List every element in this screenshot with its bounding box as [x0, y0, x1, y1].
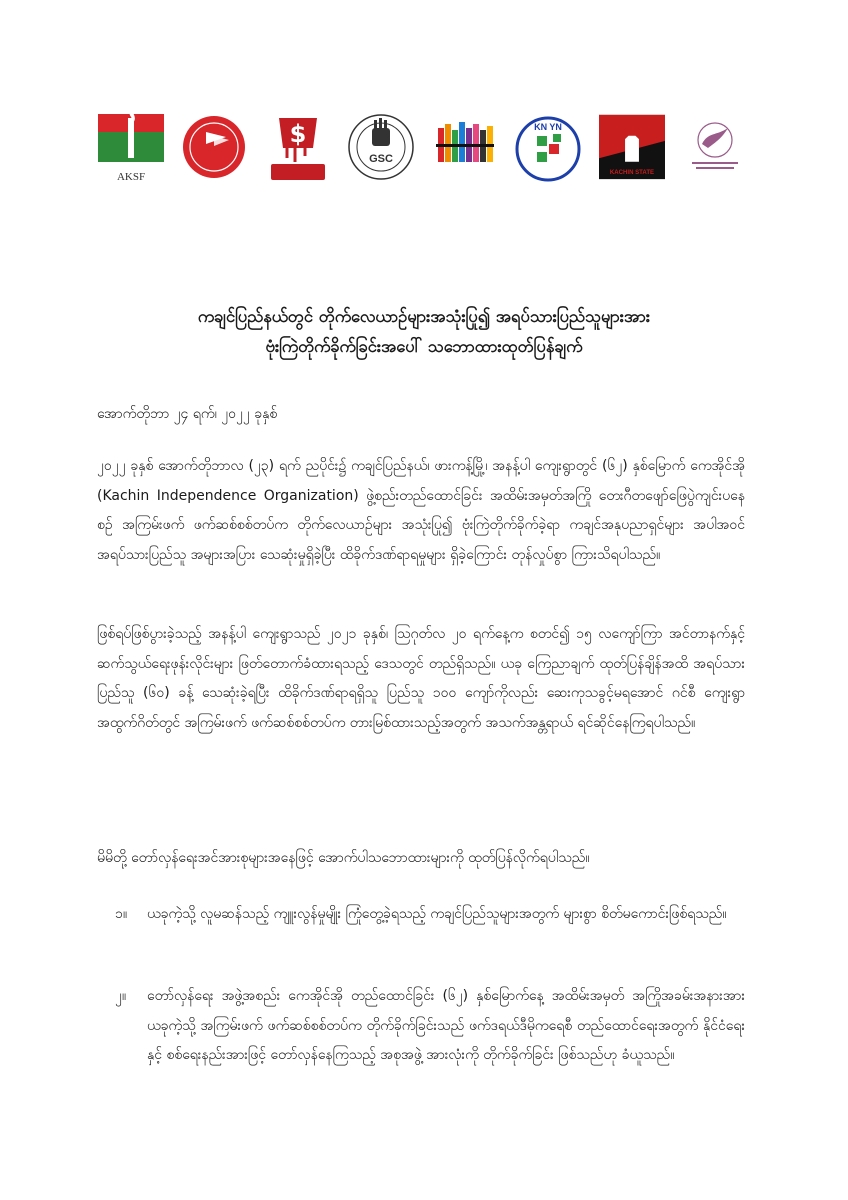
list-item-text: တော်လှန်ရေး အဖွဲ့အစည်း ကေအိုင်အို တည်ထောင်ခြင်း (၆၂) နှစ်မြောက်နေ့ အထိမ်းအမှတ် အကြိုအခမ်းအနားအား ယခုကဲ့သို့ အကြမ်းဖက် ဖက်ဆစ်စစ်တပ်က တိုက်ခိုက်ခြင်းသည် ဖက်ဒရယ်ဒီမိုကရေစီ တည်ထောင်ရေးအတွက် နိုင်ငံရေးနှင့် စစ်ရေးနည်းအားဖြင့် တော်လှန်နေကြသည့် အစုအဖွဲ့ အားလုံးကို တိုက်ခိုက်ခြင်း ဖြစ်သည်ဟု ခံယူသည်။	[147, 988, 745, 1063]
title-line-2: ဗုံးကြဲတိုက်ခိုက်ခြင်းအပေါ် သဘောထားထုတ်ပြန်ချက်	[265, 337, 583, 356]
logo-row	[98, 104, 748, 190]
mass-movement-logo	[181, 104, 247, 190]
list-item-number: ၂။	[115, 988, 127, 1004]
list-item	[97, 982, 745, 1071]
dove-logo	[682, 104, 748, 190]
nationalities-logo	[432, 104, 498, 190]
statement-title	[40, 302, 808, 362]
statement-date: အောက်တိုဘာ ၂၄ ရက်၊ ၂၀၂၂ ခုနှစ်	[97, 406, 278, 422]
list-item-number: ၁။	[115, 906, 128, 922]
list-item	[97, 900, 745, 930]
paragraph-1: ၂၀၂၂ ခုနှစ် အောက်တိုဘာလ (၂၃) ရက် ညပိုင်း၌ ကချင်ပြည်နယ်၊ ဖားကန့်မြို့၊ အနန့်ပါ ကျေးရွာတွင် (၆၂) နှစ်မြောက် ကေအိုင်အို (Kachin Independence Organization) ဖွဲ့စည်းတည်ထောင်ခြင်း အထိမ်းအမှတ်အကြို တေးဂီတဖျော်ဖြေပွဲကျင်းပနေစဉ် အကြမ်းဖက် ဖက်ဆစ်စစ်တပ်က တိုက်လေယာဉ်များ အသုံးပြု၍ ဗုံးကြဲတိုက်ခိုက်ခဲ့ရာ ကချင်အနုပညာရှင်များ အပါအဝင် အရပ်သားပြည်သူ အများအပြား သေဆုံးမှုရှိခဲ့ပြီး ထိခိုက်ဒဏ်ရာရမှုများ ရှိခဲ့ကြောင်း တုန်လှုပ်စွာ ကြားသိရပါသည်။	[97, 458, 745, 563]
title-line-1: ကချင်ပြည်နယ်တွင် တိုက်လေယာဉ်များအသုံးပြု၍ အရပ်သားပြည်သူများအား	[197, 307, 651, 326]
list-item-text: ယခုကဲ့သို့ လူမဆန်သည့် ကျူးလွန်မှုမျိုး ကြုံတွေ့ခဲ့ရသည့် ကချင်ပြည်သူများအတွက် များစွာ စိတ်မကောင်းဖြစ်ရသည်။	[147, 906, 727, 922]
knyn-logo	[515, 104, 581, 190]
knyn-caption: KN YN	[534, 122, 563, 132]
money-logo	[265, 104, 331, 190]
paragraph-2: ဖြစ်ရပ်ဖြစ်ပွားခဲ့သည့် အနန့်ပါ ကျေးရွာသည် ၂၀၂၁ ခုနှစ်၊ ဩဂုတ်လ ၂၀ ရက်နေ့က စတင်၍ ၁၅ လကျော်ကြာ အင်တာနက်နှင့် ဆက်သွယ်ရေးဖုန်းလိုင်းများ ဖြတ်တောက်ခံထားရသည့် ဒေသတွင် တည်ရှိသည်။ ယခု ကြေညာချက် ထုတ်ပြန်ချိန်အထိ အရပ်သားပြည်သူ (၆၀) ခန့် သေဆုံးခဲ့ရပြီး ထိခိုက်ဒဏ်ရာရရှိသူ ပြည်သူ ၁၀၀ ကျော်ကိုလည်း ဆေးကုသခွင့်မရအောင် ဂင်စီ ကျေးရွာ အထွက်ဂိတ်တွင် အကြမ်းဖက် ဖက်ဆစ်စစ်တပ်က တားမြစ်ထားသည့်အတွက် အသက်အန္တရာယ် ရင်ဆိုင်နေကြရပါသည်။	[97, 626, 745, 731]
gsc-caption: GSC	[369, 153, 394, 165]
positions-intro: မိမိတို့ တော်လှန်ရေးအင်အားစုများအနေဖြင့် အောက်ပါသဘောထားများကို ထုတ်ပြန်လိုက်ရပါသည်။	[97, 850, 590, 866]
gsc-logo	[348, 104, 414, 190]
aksf-logo	[98, 104, 164, 190]
aksf-caption: AKSF	[116, 171, 146, 183]
svg-text:$: $	[289, 120, 307, 148]
kachin-state-logo	[599, 104, 665, 190]
kachin-caption: KACHIN STATE	[609, 169, 654, 176]
